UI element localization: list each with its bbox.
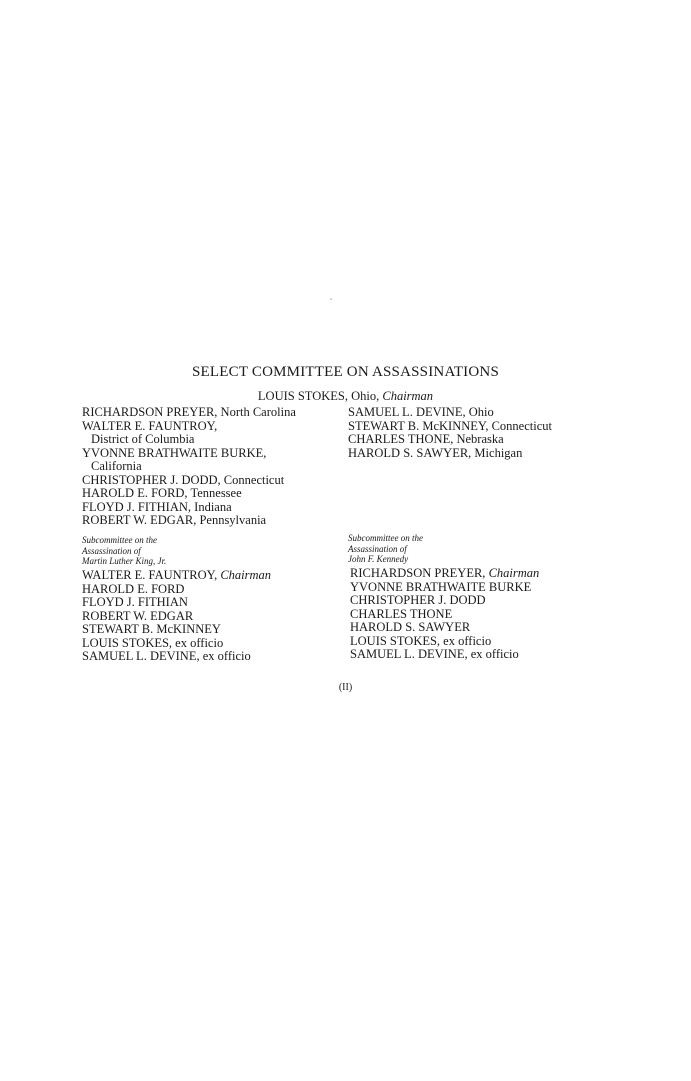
committee-member: District of Columbia [91, 432, 195, 446]
subcommittee-member: SAMUEL L. DEVINE, ex officio [82, 649, 251, 663]
members-left-column [82, 406, 296, 528]
committee-member: CHRISTOPHER J. DODD, Connecticut [82, 472, 285, 487]
subcommittee-member: LOUIS STOKES, ex officio [350, 633, 492, 648]
committee-member: CHARLES THONE, Nebraska [348, 432, 504, 446]
subcommittee-member: CHARLES THONE [350, 606, 453, 621]
subcommittee-heading-line: Assassination of [348, 543, 407, 554]
subcommittee-member: LOUIS STOKES, ex officio [82, 635, 224, 650]
committee-title: SELECT COMMITTEE ON ASSASSINATIONS [192, 364, 499, 380]
subcommittee-member: HAROLD S. SAWYER [350, 620, 471, 634]
subcommittee-member: SAMUEL L. DEVINE, ex officio [350, 647, 519, 661]
subcommittee-member: ROBERT W. EDGAR [82, 608, 194, 623]
subcommittee-heading-line: Subcommittee on the [82, 535, 157, 545]
subcommittee-heading-line: John F. Kennedy [348, 554, 409, 564]
subcommittee-jfk-chair-name: RICHARDSON PREYER, [350, 566, 486, 580]
committee-member: RICHARDSON PREYER, North Carolina [82, 405, 296, 419]
subcommittee-heading-line: Subcommittee on the [348, 533, 423, 543]
committee-member: STEWART B. McKINNEY, Connecticut [348, 418, 552, 433]
subcommittee-jfk-heading [348, 533, 423, 565]
subcommittee-heading-line: Martin Luther King, Jr. [82, 556, 167, 566]
page-number: (II) [338, 682, 353, 693]
committee-member: ROBERT W. EDGAR, Pennsylvania [82, 513, 267, 527]
subcommittee-heading-line: Assassination of [82, 545, 141, 556]
subcommittee-member: YVONNE BRATHWAITE BURKE [350, 579, 532, 594]
members-right-column [348, 406, 552, 460]
subcommittee-jfk-chair [350, 567, 539, 581]
committee-member: HAROLD E. FORD, Tennessee [82, 486, 242, 500]
subcommittee-member: STEWART B. McKINNEY [82, 622, 221, 636]
committee-member: WALTER E. FAUNTROY, [82, 418, 218, 433]
committee-member: SAMUEL L. DEVINE, Ohio [348, 405, 494, 419]
subcommittee-mlk-members [82, 569, 271, 664]
committee-chairman [0, 389, 691, 404]
subcommittee-jfk-chair-role: Chairman [488, 566, 540, 580]
subcommittee-mlk-chair-role: Chairman [220, 568, 272, 582]
committee-member: HAROLD S. SAWYER, Michigan [348, 445, 523, 460]
subcommittee-member: FLOYD J. FITHIAN [82, 595, 188, 609]
committee-member: YVONNE BRATHWAITE BURKE, [82, 445, 267, 460]
subcommittee-jfk-members [350, 567, 539, 662]
committee-member: FLOYD J. FITHIAN, Indiana [82, 499, 232, 514]
subcommittee-mlk-chair [82, 569, 271, 583]
scan-speck [330, 298, 332, 300]
chairman-role: Chairman [382, 389, 434, 403]
committee-member: California [91, 459, 142, 473]
subcommittee-mlk-chair-name: WALTER E. FAUNTROY, [82, 568, 218, 582]
chairman-name: LOUIS STOKES, Ohio, [257, 389, 380, 403]
subcommittee-member: HAROLD E. FORD [82, 581, 185, 596]
subcommittee-mlk-heading [82, 535, 166, 567]
subcommittee-member: CHRISTOPHER J. DODD [350, 593, 486, 607]
